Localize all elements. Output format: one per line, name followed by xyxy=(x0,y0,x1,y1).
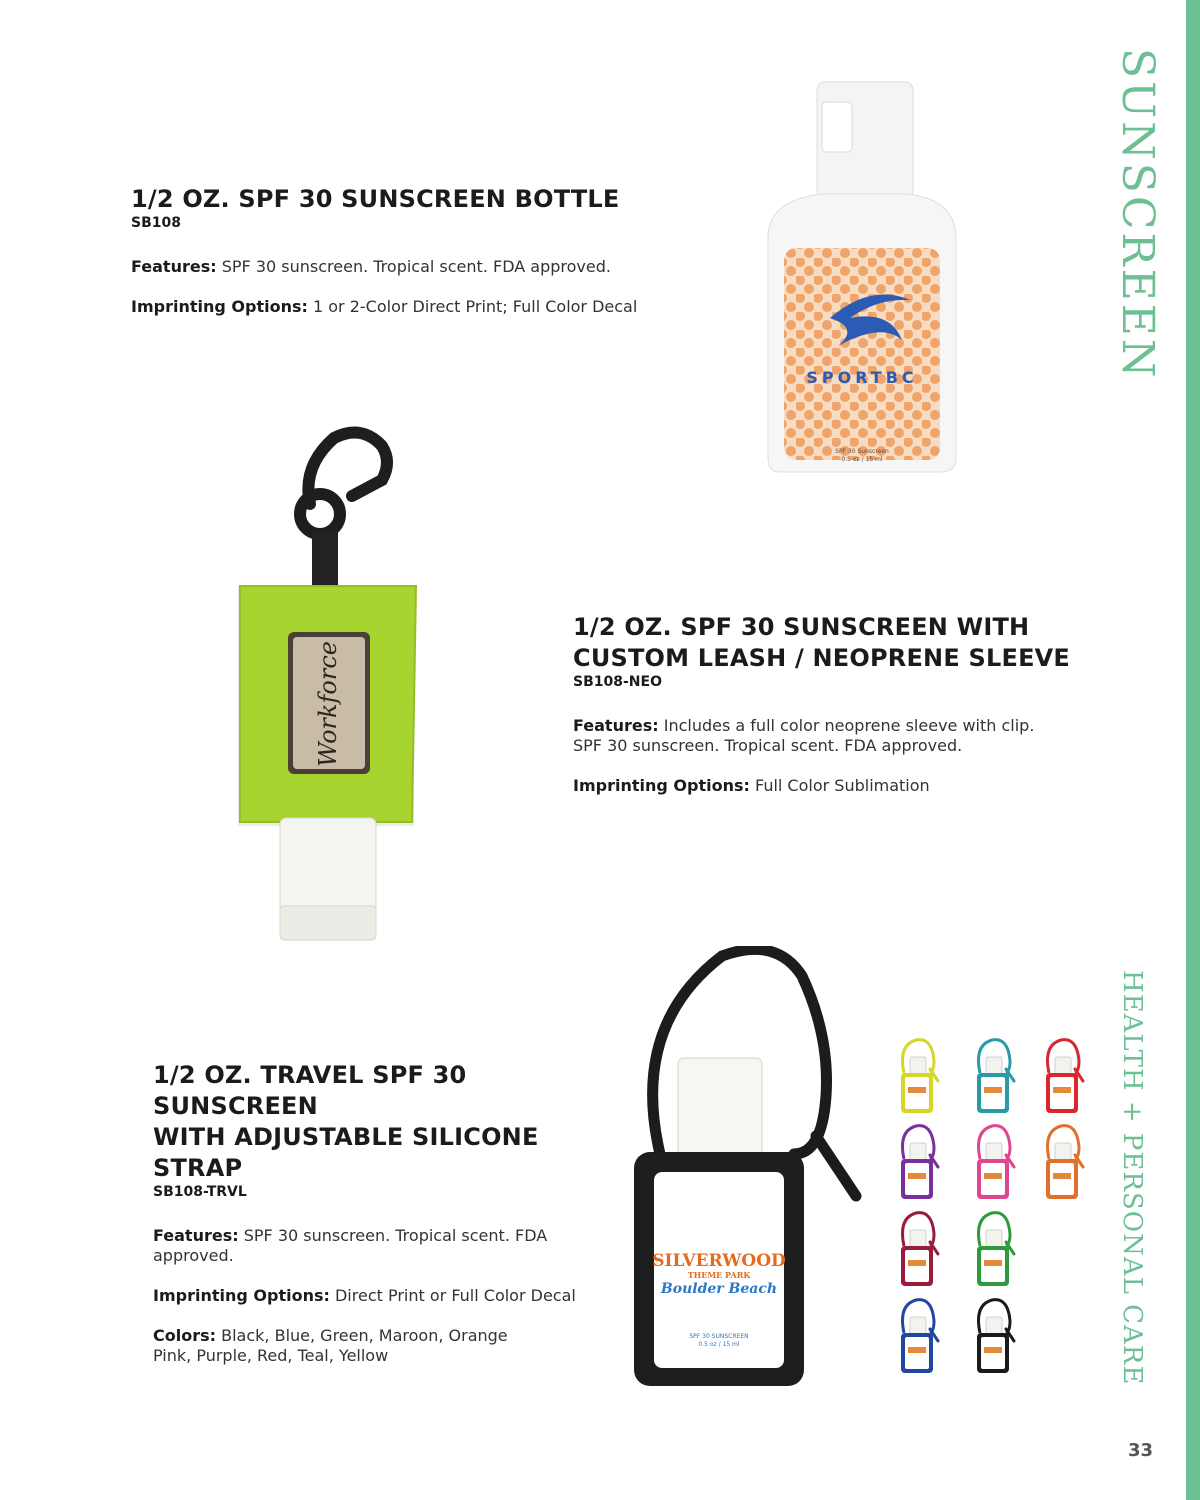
silverwood-logo-line1: SILVERWOOD xyxy=(652,1251,786,1271)
imprinting-label: Imprinting Options: xyxy=(131,297,308,316)
features-label: Features: xyxy=(573,716,659,735)
features-text-line2: SPF 30 sunscreen. Tropical scent. FDA approved. xyxy=(573,736,963,755)
product-sb108 xyxy=(131,184,691,337)
color-swatch-teal xyxy=(972,1037,1018,1117)
color-swatch-maroon xyxy=(896,1210,942,1290)
features-text: SPF 30 sunscreen. Tropical scent. FDA approved. xyxy=(221,257,611,276)
travel-label-line2: 0.5 oz / 15 ml xyxy=(698,1341,740,1348)
features-label: Features: xyxy=(131,257,217,276)
product-sb108-trvl xyxy=(153,1060,613,1386)
color-swatch-black xyxy=(972,1297,1018,1377)
travel-label-line1: SPF 30 SUNSCREEN xyxy=(689,1333,749,1340)
product-title-line2: WITH ADJUSTABLE SILICONE STRAP xyxy=(153,1123,539,1182)
bottle-label-line1: SPF 30 Sunscreen xyxy=(835,448,889,455)
product-colors xyxy=(153,1326,613,1366)
product-title-line2: CUSTOM LEASH / NEOPRENE SLEEVE xyxy=(573,644,1071,672)
imprinting-label: Imprinting Options: xyxy=(573,776,750,795)
product-imprinting xyxy=(573,776,1073,796)
product-features xyxy=(573,716,1073,756)
color-swatch-green xyxy=(972,1210,1018,1290)
color-swatch-red xyxy=(1041,1037,1087,1117)
features-text-line1: Includes a full color neoprene sleeve with clip. xyxy=(663,716,1035,735)
color-swatch-yellow xyxy=(896,1037,942,1117)
product-title: 1/2 OZ. SPF 30 SUNSCREEN BOTTLE xyxy=(131,185,620,213)
imprinting-label: Imprinting Options: xyxy=(153,1286,330,1305)
imprinting-text: Direct Print or Full Color Decal xyxy=(334,1286,576,1305)
product-sku: SB108-TRVL xyxy=(153,1184,247,1200)
color-swatch-pink xyxy=(972,1123,1018,1203)
features-label: Features: xyxy=(153,1226,239,1245)
imprinting-text: Full Color Sublimation xyxy=(754,776,930,795)
silverwood-logo-line3: Boulder Beach xyxy=(660,1281,778,1297)
product-title-line1: 1/2 OZ. SPF 30 SUNSCREEN WITH xyxy=(573,613,1030,641)
bottle-logo-text: SPORTBC xyxy=(806,368,918,387)
sunscreen-bottle-image xyxy=(760,78,960,474)
patch-logo-text: Workforce xyxy=(314,641,342,767)
neoprene-sleeve-image xyxy=(232,426,472,946)
travel-sunscreen-strap-image xyxy=(626,946,866,1392)
color-swatch-blue xyxy=(896,1297,942,1377)
section-title: HEALTH + PERSONAL CARE xyxy=(1117,970,1147,1386)
imprinting-text: 1 or 2-Color Direct Print; Full Color Decal xyxy=(312,297,638,316)
product-imprinting xyxy=(131,297,691,317)
product-imprinting xyxy=(153,1286,613,1306)
colors-label: Colors: xyxy=(153,1326,217,1345)
colors-text-line2: Pink, Purple, Red, Teal, Yellow xyxy=(153,1346,389,1365)
product-features xyxy=(131,257,691,277)
category-title: SUNSCREEN xyxy=(1112,48,1163,381)
features-text-line1: SPF 30 sunscreen. Tropical scent. FDA xyxy=(243,1226,548,1245)
product-features xyxy=(153,1226,613,1266)
colors-text-line1: Black, Blue, Green, Maroon, Orange xyxy=(221,1326,508,1345)
color-swatch-purple xyxy=(896,1123,942,1203)
page-number: 33 xyxy=(1128,1440,1154,1461)
silverwood-logo-line2: THEME PARK xyxy=(687,1270,751,1280)
bottle-label-line2: 0.5 oz / 15 ml xyxy=(841,456,883,463)
product-sku: SB108-NEO xyxy=(573,674,662,690)
product-sb108-neo xyxy=(573,612,1073,816)
sidebar-accent-bar xyxy=(1186,0,1200,1500)
color-swatch-orange xyxy=(1041,1123,1087,1203)
features-text-line2: approved. xyxy=(153,1246,234,1265)
product-title-line1: 1/2 OZ. TRAVEL SPF 30 SUNSCREEN xyxy=(153,1061,467,1120)
product-sku: SB108 xyxy=(131,215,181,231)
